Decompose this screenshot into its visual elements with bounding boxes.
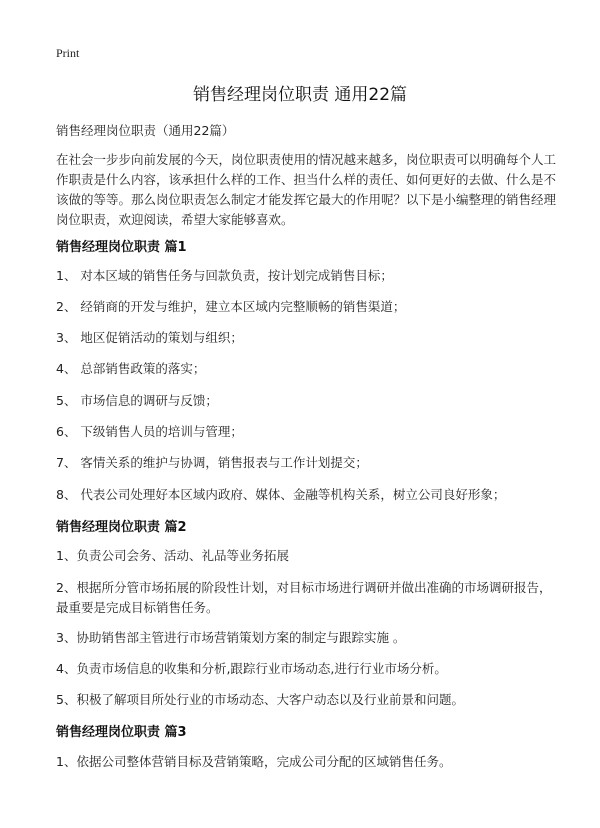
intro-paragraph: 在社会一步步向前发展的今天，岗位职责使用的情况越来越多，岗位职责可以明确每个人工作职责是什么内容，该承担什么样的工作、担当什么样的责任、如何更好的去做、什么是不该做的等等。那么岗位职责怎么制定才能发挥它最大的作用呢？以下是小编整理的销售经理岗位职责，欢迎阅读，希望大家能够喜欢。	[56, 152, 557, 227]
section-heading-2: 销售经理岗位职责 篇2	[56, 520, 187, 535]
list-item: 6、 下级销售人员的培训与管理；	[56, 424, 243, 439]
list-item: 1、 对本区域的销售任务与回款负责，按计划完成销售目标；	[56, 268, 393, 283]
list-item: 4、 总部销售政策的落实；	[56, 361, 206, 376]
list-item: 7、 客情关系的维护与协调，销售报表与工作计划提交；	[56, 455, 368, 470]
list-item: 5、 市场信息的调研与反馈；	[56, 393, 218, 408]
list-item: 3、协助销售部主管进行市场营销策划方案的制定与跟踪实施 。	[56, 630, 406, 645]
section-heading-3: 销售经理岗位职责 篇3	[56, 725, 187, 740]
list-item: 2、 经销商的开发与维护，建立本区域内完整顺畅的销售渠道；	[56, 299, 406, 314]
list-item: 1、依据公司整体营销目标及营销策略，完成公司分配的区域销售任务。	[56, 754, 452, 769]
document-title: 销售经理岗位职责 通用22篇	[192, 85, 408, 105]
section-heading-1: 销售经理岗位职责 篇1	[56, 240, 187, 255]
list-item: 4、负责市场信息的收集和分析,跟踪行业市场动态,进行行业市场分析。	[56, 661, 447, 676]
list-item: 2、根据所分管市场拓展的阶段性计划，对目标市场进行调研并做出准确的市场调研报告，最重要是完成目标销售任务。	[56, 580, 552, 615]
list-item: 5、积极了解项目所处行业的市场动态、大客户动态以及行业前景和问题。	[56, 692, 464, 707]
print-label: Print	[56, 46, 80, 60]
list-item: 3、 地区促销活动的策划与组织；	[56, 330, 243, 345]
list-item: 1、负责公司会务、活动、礼品等业务拓展	[56, 548, 289, 563]
document-subtitle: 销售经理岗位职责（通用22篇）	[56, 123, 235, 138]
list-item: 8、 代表公司处理好本区域内政府、媒体、金融等机构关系，树立公司良好形象；	[56, 487, 506, 502]
